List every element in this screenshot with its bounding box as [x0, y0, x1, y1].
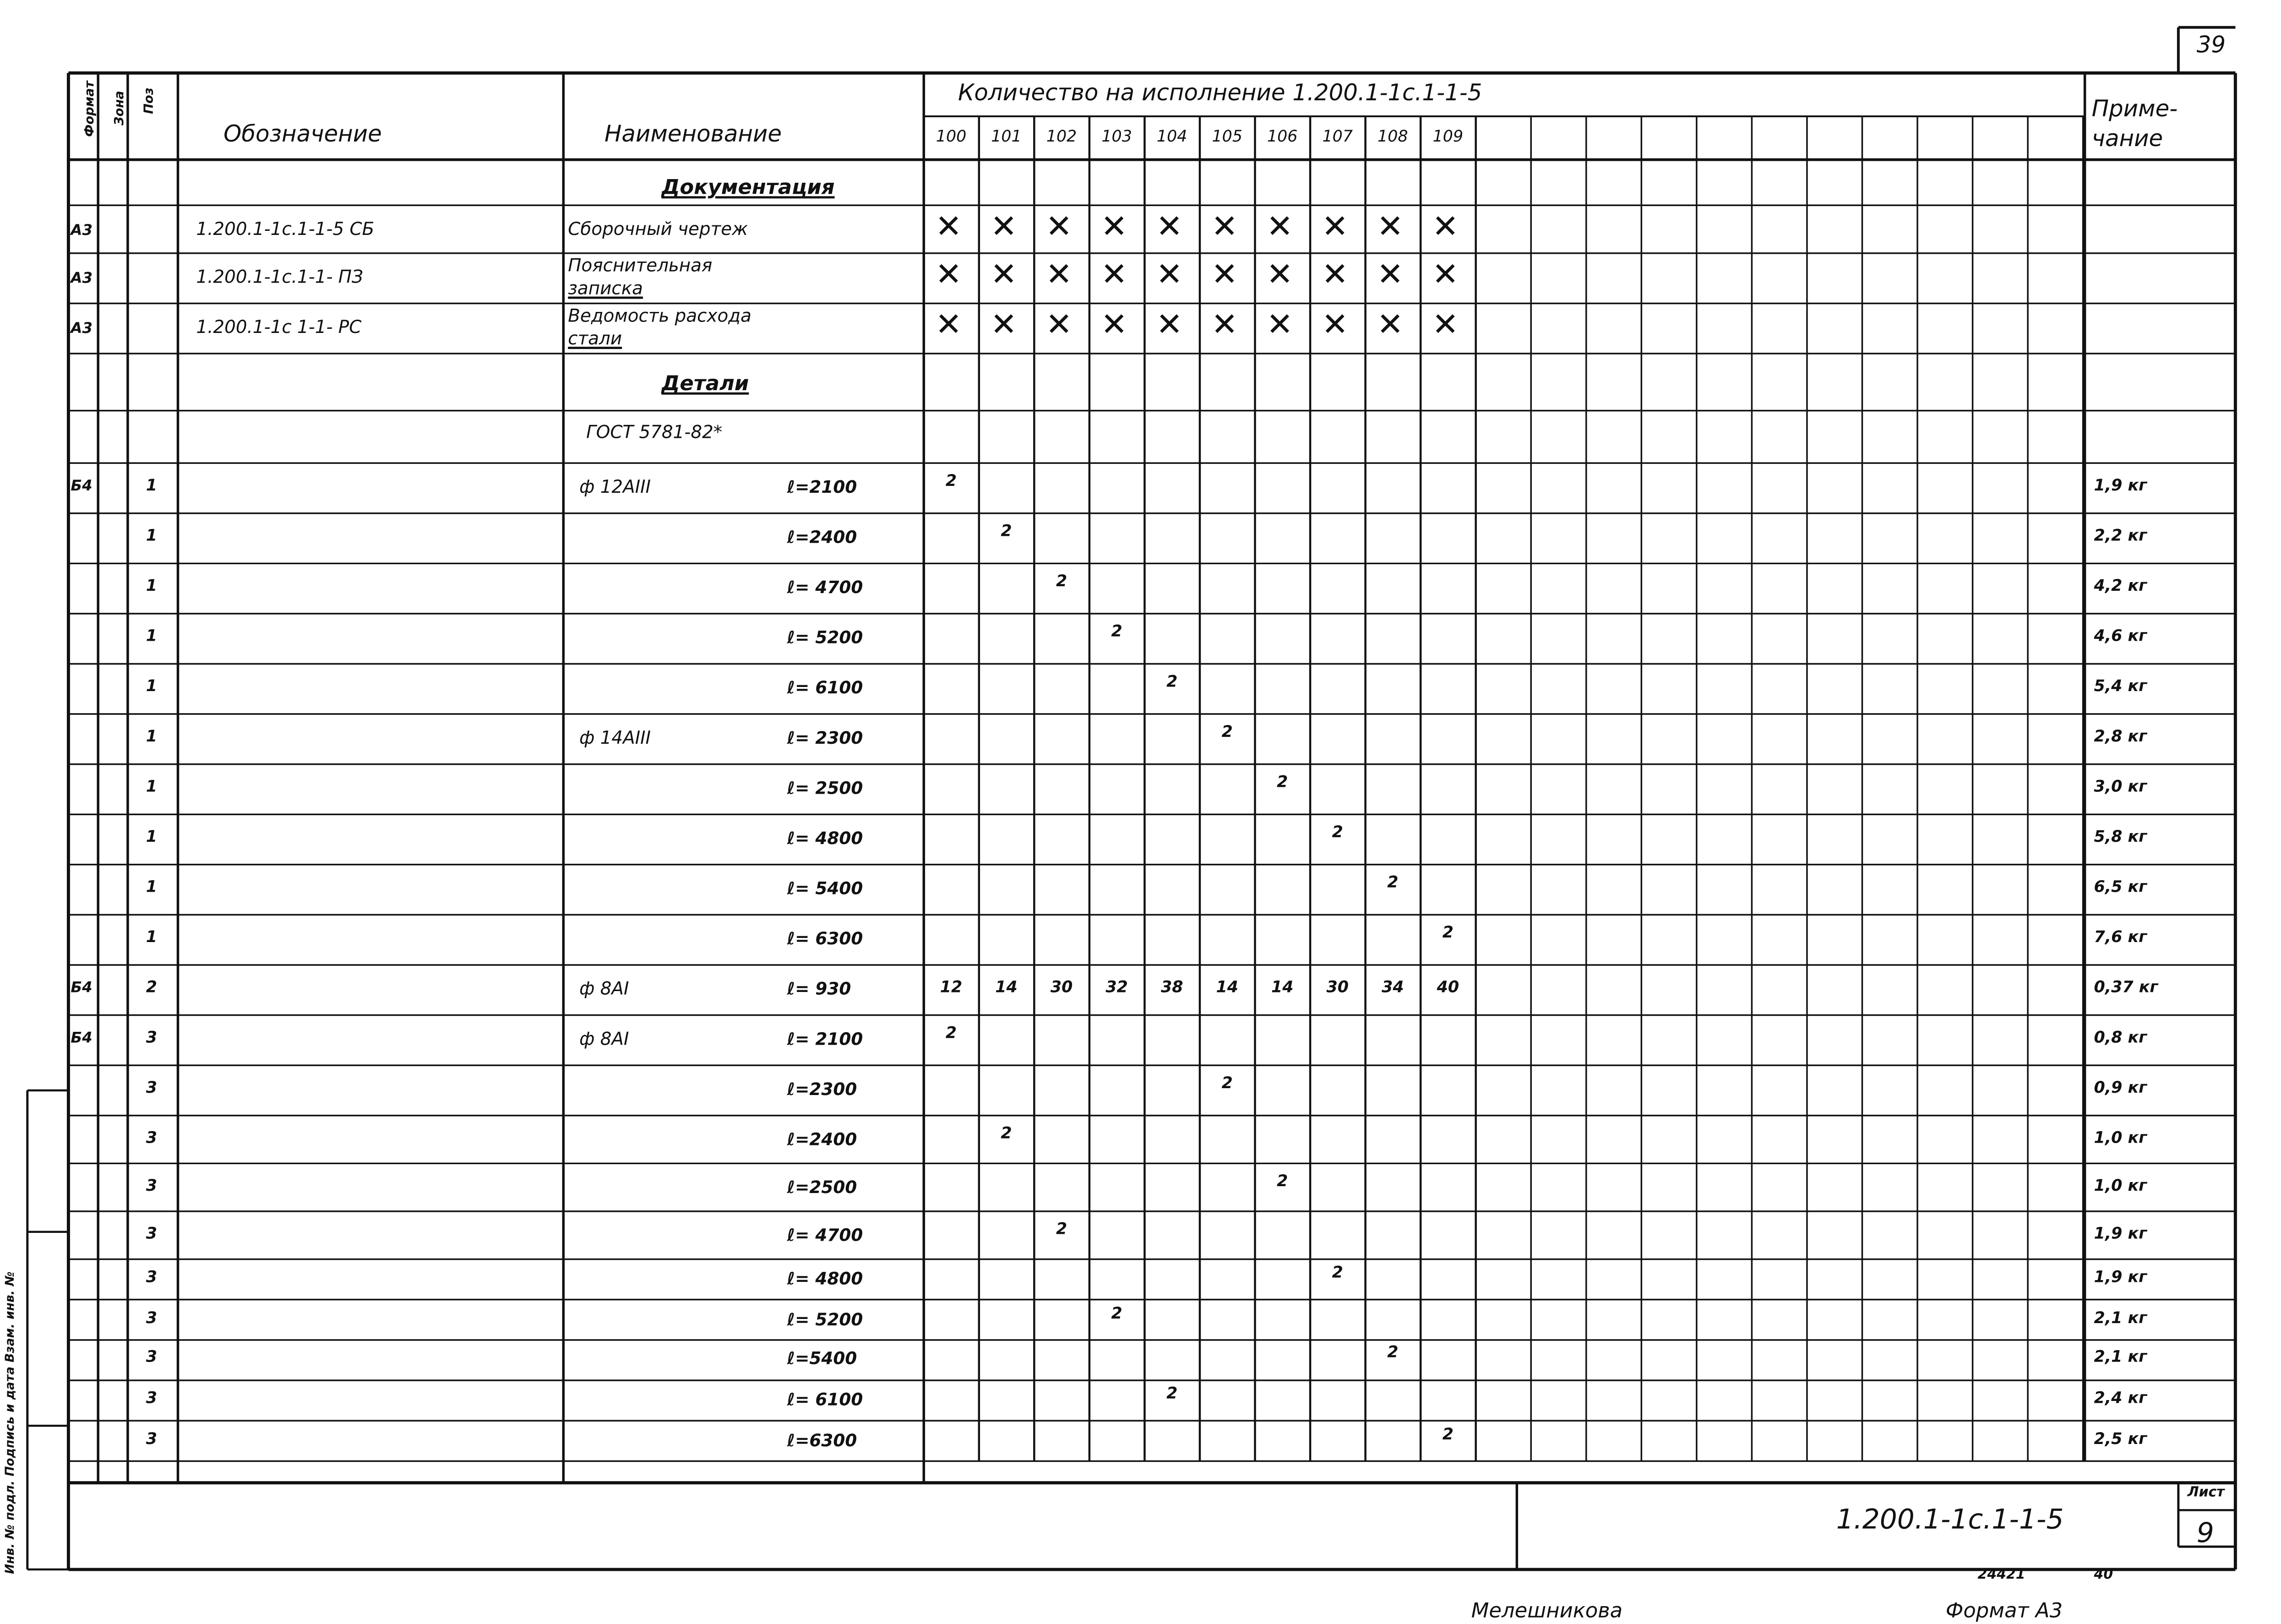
- doc-mark: ✕: [1266, 257, 1293, 294]
- detail-note: 3,0 кг: [2094, 778, 2147, 796]
- doc-mark: ✕: [1321, 257, 1349, 294]
- side-label: Инв. № подл. Подпись и дата Взам. инв. №: [4, 1271, 18, 1574]
- detail-note: 5,8 кг: [2094, 828, 2147, 846]
- detail-length: ℓ= 2100: [787, 1029, 863, 1050]
- variant-header-100: 100: [936, 127, 967, 146]
- detail-length: ℓ= 930: [787, 978, 851, 999]
- doc-name: Пояснительная: [568, 255, 713, 276]
- doc-mark: ✕: [1045, 308, 1072, 345]
- detail-length: ℓ=2300: [787, 1079, 857, 1100]
- detail-pos: 3: [146, 1308, 158, 1327]
- detail-note: 5,4 кг: [2094, 677, 2147, 696]
- section-documentation: Документация: [661, 178, 835, 201]
- header-note-2: чание: [2091, 127, 2163, 153]
- detail-note: 2,8 кг: [2094, 727, 2147, 746]
- detail-qty: 2: [1001, 522, 1012, 541]
- doc-mark: ✕: [1045, 257, 1072, 294]
- doc-mark: ✕: [990, 257, 1018, 294]
- doc-mark: ✕: [935, 308, 962, 345]
- detail-length: ℓ= 6100: [787, 677, 863, 698]
- detail-note: 2,1 кг: [2094, 1349, 2147, 1367]
- detail-pos: 1: [146, 828, 158, 846]
- variant-header-103: 103: [1101, 127, 1132, 146]
- doc-mark: ✕: [935, 210, 962, 246]
- detail-pos: 1: [146, 677, 158, 696]
- detail-qty: 2: [945, 1024, 957, 1043]
- doc-name-2: стали: [568, 328, 622, 349]
- doc-mark: ✕: [990, 210, 1018, 246]
- detail-pos: 3: [146, 1079, 158, 1097]
- detail-qty: 2: [1277, 1171, 1288, 1190]
- detail-note: 1,9 кг: [2094, 1224, 2147, 1243]
- header-pos: Поз: [143, 87, 158, 114]
- detail-note: 1,0 кг: [2094, 1176, 2147, 1194]
- detail-length: ℓ= 6100: [787, 1389, 863, 1410]
- detail-note: 2,4 кг: [2094, 1389, 2147, 1407]
- doc-mark: ✕: [935, 257, 962, 294]
- detail-diameter: ф 8АI: [579, 978, 629, 999]
- detail-qty: 12: [940, 978, 963, 997]
- detail-format: Б4: [71, 978, 93, 997]
- stamp-doc-code: 1.200.1-1с.1-1-5: [1836, 1503, 2064, 1536]
- doc-name-2: записка: [568, 278, 643, 299]
- detail-pos: 1: [146, 878, 158, 897]
- detail-qty: 14: [1271, 978, 1294, 997]
- stamp-bottom-format: Формат А3: [1945, 1601, 2063, 1624]
- detail-length: ℓ= 2300: [787, 727, 863, 748]
- detail-pos: 1: [146, 928, 158, 947]
- detail-diameter: ф 14АIII: [579, 727, 651, 748]
- stamp-bottom-name: Мелешникова: [1471, 1601, 1623, 1624]
- detail-qty: 2: [1056, 1219, 1067, 1238]
- header-note-1: Приме-: [2091, 98, 2178, 123]
- doc-mark: ✕: [1045, 210, 1072, 246]
- variant-header-105: 105: [1212, 127, 1243, 146]
- stamp-sheet-number: 9: [2196, 1517, 2214, 1549]
- variant-header-109: 109: [1432, 127, 1464, 146]
- variant-header-101: 101: [991, 127, 1022, 146]
- doc-designation: 1.200.1-1с.1-1- ПЗ: [196, 267, 363, 288]
- detail-qty: 2: [1001, 1123, 1012, 1142]
- section-details: Детали: [661, 374, 749, 397]
- detail-qty: 2: [1277, 773, 1288, 792]
- detail-note: 2,2 кг: [2094, 527, 2147, 545]
- doc-mark: ✕: [1156, 257, 1183, 294]
- detail-pos: 3: [146, 1429, 158, 1448]
- detail-length: ℓ= 4800: [787, 828, 863, 849]
- detail-length: ℓ=2100: [787, 477, 857, 497]
- detail-pos: 3: [146, 1349, 158, 1367]
- detail-note: 4,6 кг: [2094, 627, 2147, 646]
- doc-mark: ✕: [1377, 210, 1404, 246]
- detail-qty: 34: [1382, 978, 1404, 997]
- doc-mark: ✕: [1211, 308, 1238, 345]
- detail-length: ℓ=6300: [787, 1429, 857, 1450]
- detail-length: ℓ= 5400: [787, 878, 863, 899]
- detail-length: ℓ=2400: [787, 527, 857, 548]
- doc-mark: ✕: [1211, 257, 1238, 294]
- detail-qty: 2: [1442, 1425, 1454, 1444]
- detail-note: 2,5 кг: [2094, 1429, 2147, 1448]
- detail-pos: 1: [146, 577, 158, 596]
- doc-mark: ✕: [1156, 308, 1183, 345]
- doc-mark: ✕: [1432, 210, 1459, 246]
- doc-mark: ✕: [1321, 210, 1349, 246]
- doc-mark: ✕: [1211, 210, 1238, 246]
- detail-qty: 2: [1056, 572, 1067, 591]
- doc-mark: ✕: [1321, 308, 1349, 345]
- detail-note: 0,37 кг: [2094, 978, 2158, 997]
- detail-qty: 2: [1166, 673, 1178, 692]
- doc-mark: ✕: [1100, 210, 1128, 246]
- detail-length: ℓ= 5200: [787, 627, 863, 648]
- doc-mark: ✕: [1266, 308, 1293, 345]
- detail-qty: 2: [945, 472, 957, 490]
- detail-length: ℓ=5400: [787, 1349, 857, 1369]
- detail-qty: 30: [1326, 978, 1349, 997]
- header-quantity-title: Количество на исполнение 1.200.1-1с.1-1-5: [958, 82, 1482, 108]
- detail-pos: 3: [146, 1029, 158, 1047]
- detail-note: 0,9 кг: [2094, 1079, 2147, 1097]
- detail-qty: 2: [1111, 1303, 1122, 1322]
- detail-length: ℓ= 4800: [787, 1268, 863, 1289]
- doc-mark: ✕: [1377, 308, 1404, 345]
- detail-qty: 14: [995, 978, 1018, 997]
- doc-designation: 1.200.1-1с 1-1- РС: [196, 317, 362, 338]
- detail-length: ℓ= 2500: [787, 778, 863, 799]
- detail-length: ℓ=2400: [787, 1128, 857, 1149]
- detail-length: ℓ= 5200: [787, 1308, 863, 1329]
- doc-name: Ведомость расхода: [568, 305, 751, 327]
- doc-format: А3: [71, 319, 93, 338]
- doc-name: Сборочный чертеж: [568, 219, 748, 240]
- detail-qty: 2: [1221, 723, 1233, 741]
- detail-pos: 3: [146, 1176, 158, 1194]
- detail-pos: 2: [146, 978, 158, 997]
- doc-designation: 1.200.1-1с.1-1-5 СБ: [196, 219, 375, 240]
- stamp-sheet-label: Лист: [2187, 1485, 2225, 1501]
- detail-qty: 2: [1387, 1344, 1399, 1362]
- detail-length: ℓ= 4700: [787, 1224, 863, 1245]
- detail-note: 7,6 кг: [2094, 928, 2147, 947]
- variant-header-102: 102: [1046, 127, 1077, 146]
- doc-mark: ✕: [1432, 257, 1459, 294]
- detail-pos: 1: [146, 778, 158, 796]
- detail-pos: 3: [146, 1389, 158, 1407]
- detail-pos: 1: [146, 527, 158, 545]
- detail-note: 1,9 кг: [2094, 477, 2147, 495]
- detail-diameter: ф 12АIII: [579, 477, 651, 497]
- detail-note: 4,2 кг: [2094, 577, 2147, 596]
- doc-mark: ✕: [1377, 257, 1404, 294]
- detail-qty: 2: [1332, 1263, 1343, 1282]
- detail-length: ℓ= 4700: [787, 577, 863, 598]
- header-zone: Зона: [114, 91, 128, 125]
- detail-pos: 1: [146, 627, 158, 646]
- detail-note: 0,8 кг: [2094, 1029, 2147, 1047]
- detail-format: Б4: [71, 477, 93, 495]
- page-number: 39: [2196, 34, 2226, 60]
- detail-note: 1,9 кг: [2094, 1268, 2147, 1286]
- detail-qty: 40: [1437, 978, 1459, 997]
- detail-format: Б4: [71, 1029, 93, 1047]
- doc-mark: ✕: [1100, 308, 1128, 345]
- detail-diameter: ф 8АI: [579, 1029, 629, 1050]
- variant-header-108: 108: [1377, 127, 1408, 146]
- detail-qty: 2: [1387, 873, 1399, 892]
- detail-pos: 1: [146, 727, 158, 746]
- detail-qty: 2: [1332, 823, 1343, 842]
- header-name: Наименование: [604, 123, 782, 148]
- doc-mark: ✕: [1156, 210, 1183, 246]
- variant-header-104: 104: [1156, 127, 1187, 146]
- detail-length: ℓ=2500: [787, 1176, 857, 1197]
- detail-qty: 2: [1442, 924, 1454, 943]
- detail-qty: 30: [1050, 978, 1073, 997]
- detail-qty: 32: [1105, 978, 1128, 997]
- detail-qty: 2: [1166, 1384, 1178, 1403]
- stamp-archive-suffix: 40: [2094, 1567, 2113, 1583]
- detail-pos: 3: [146, 1128, 158, 1146]
- header-format: Формат: [84, 81, 98, 137]
- detail-qty: 2: [1221, 1074, 1233, 1093]
- detail-note: 2,1 кг: [2094, 1308, 2147, 1327]
- variant-header-107: 107: [1322, 127, 1353, 146]
- stamp-archive-number: 24421: [1977, 1567, 2025, 1583]
- doc-mark: ✕: [990, 308, 1018, 345]
- detail-qty: 2: [1111, 622, 1122, 641]
- section-gost: ГОСТ 5781-82*: [586, 422, 723, 443]
- doc-format: А3: [71, 221, 93, 240]
- doc-format: А3: [71, 269, 93, 288]
- detail-length: ℓ= 6300: [787, 928, 863, 949]
- detail-pos: 3: [146, 1268, 158, 1286]
- variant-header-106: 106: [1267, 127, 1298, 146]
- detail-qty: 38: [1160, 978, 1183, 997]
- detail-pos: 3: [146, 1224, 158, 1243]
- doc-mark: ✕: [1100, 257, 1128, 294]
- detail-pos: 1: [146, 477, 158, 495]
- detail-note: 1,0 кг: [2094, 1128, 2147, 1146]
- doc-mark: ✕: [1266, 210, 1293, 246]
- detail-qty: 14: [1216, 978, 1239, 997]
- detail-note: 6,5 кг: [2094, 878, 2147, 897]
- doc-mark: ✕: [1432, 308, 1459, 345]
- header-designation: Обозначение: [223, 123, 382, 148]
